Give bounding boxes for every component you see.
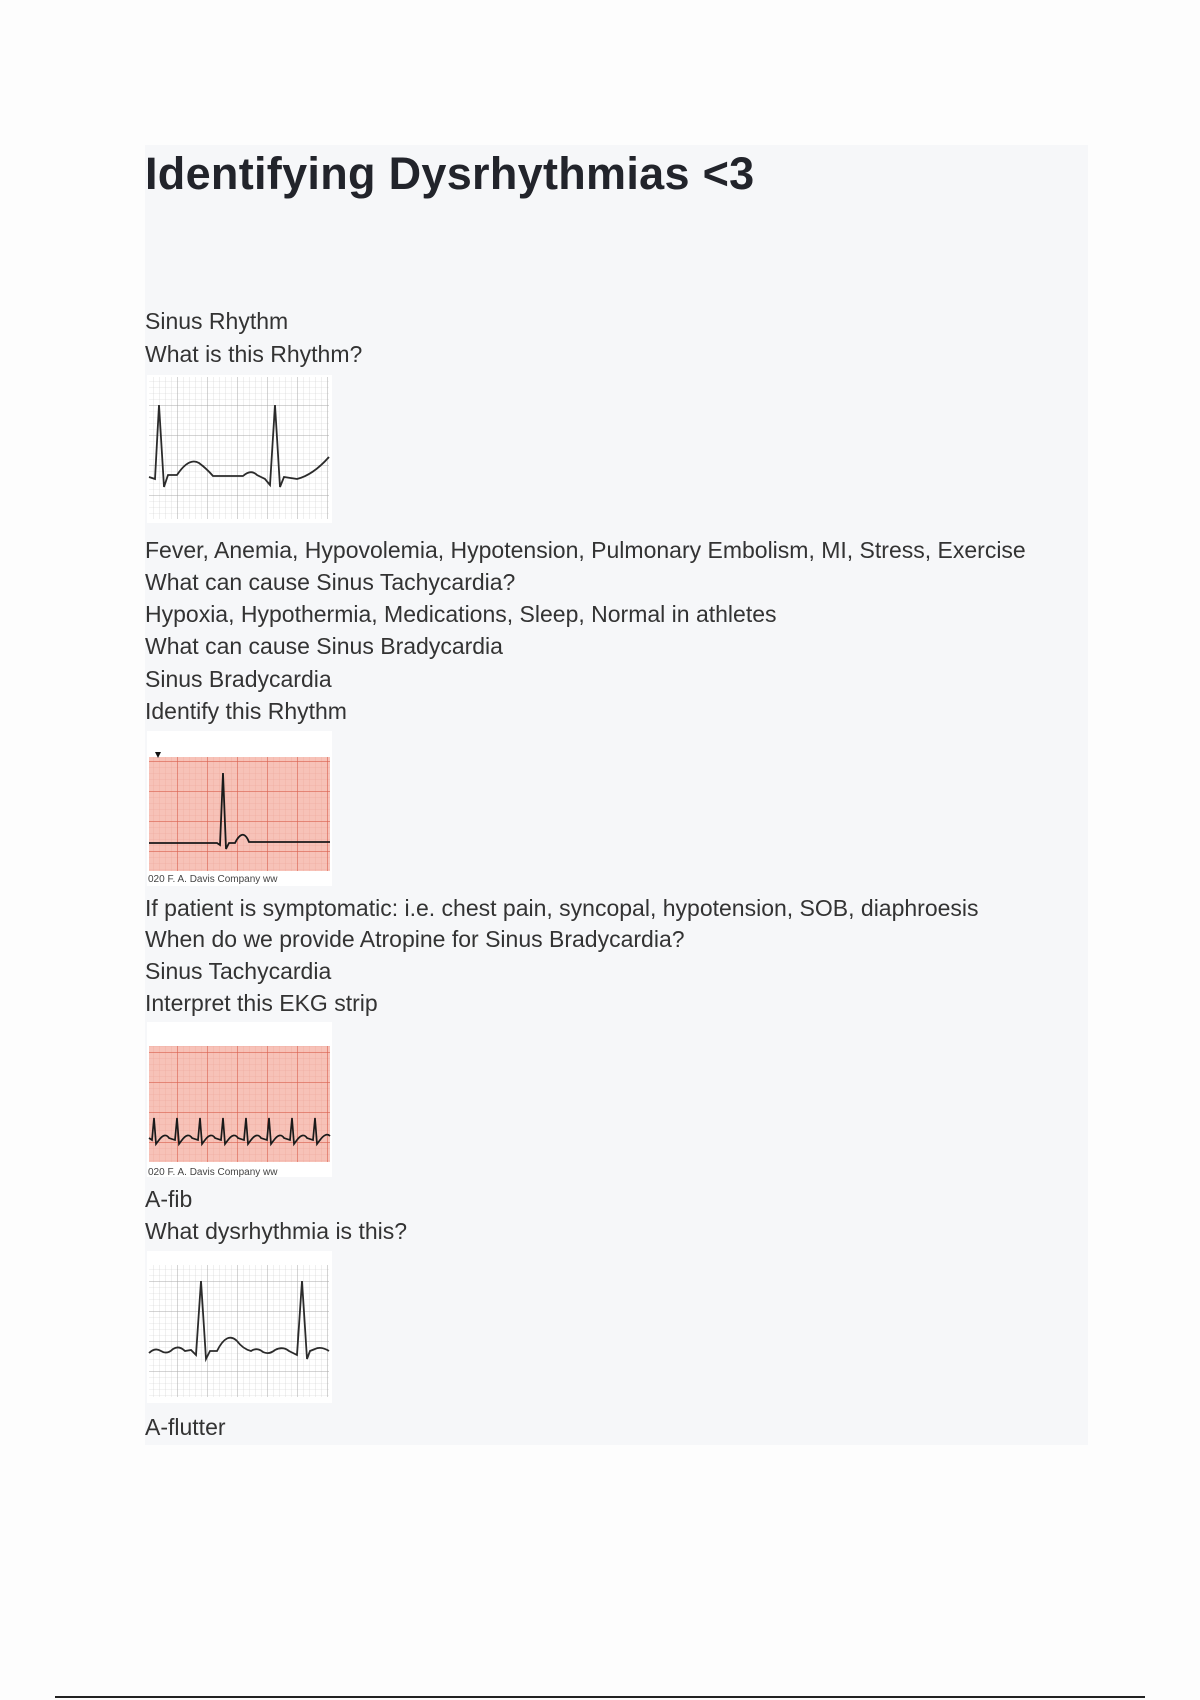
ekg-strip-2 [147,731,332,886]
text-line: What can cause Sinus Tachycardia? [145,569,516,595]
ekg-strip-3 [147,1022,332,1177]
strip-caption: 020 F. A. Davis Company ww [148,874,278,885]
page-title: Identifying Dysrhythmias <3 [145,148,755,199]
text-line: Identify this Rhythm [145,698,347,724]
text-line: What can cause Sinus Bradycardia [145,633,503,659]
strip-caption: 020 F. A. Davis Company ww [148,1167,278,1177]
text-line: When do we provide Atropine for Sinus Bradycardia? [145,926,685,952]
text-line: Sinus Bradycardia [145,666,332,692]
text-line: If patient is symptomatic: i.e. chest pain, syncopal, hypotension, SOB, diaphroesis [145,895,979,921]
text-line: Hypoxia, Hypothermia, Medications, Sleep, Normal in athletes [145,601,777,627]
text-line: Sinus Tachycardia [145,958,332,984]
text-line: Sinus Rhythm [145,308,289,334]
text-line: What is this Rhythm? [145,341,363,367]
ekg-strip-4 [147,1251,332,1403]
text-line: What dysrhythmia is this? [145,1218,408,1244]
text-line: Fever, Anemia, Hypovolemia, Hypotension, Pulmonary Embolism, MI, Stress, Exercise [145,537,1026,563]
ekg-strip-1 [147,375,332,523]
text-line: A-flutter [145,1414,226,1440]
text-line: Interpret this EKG strip [145,990,378,1016]
text-line: A-fib [145,1186,193,1212]
footer-rule [55,1696,1145,1698]
